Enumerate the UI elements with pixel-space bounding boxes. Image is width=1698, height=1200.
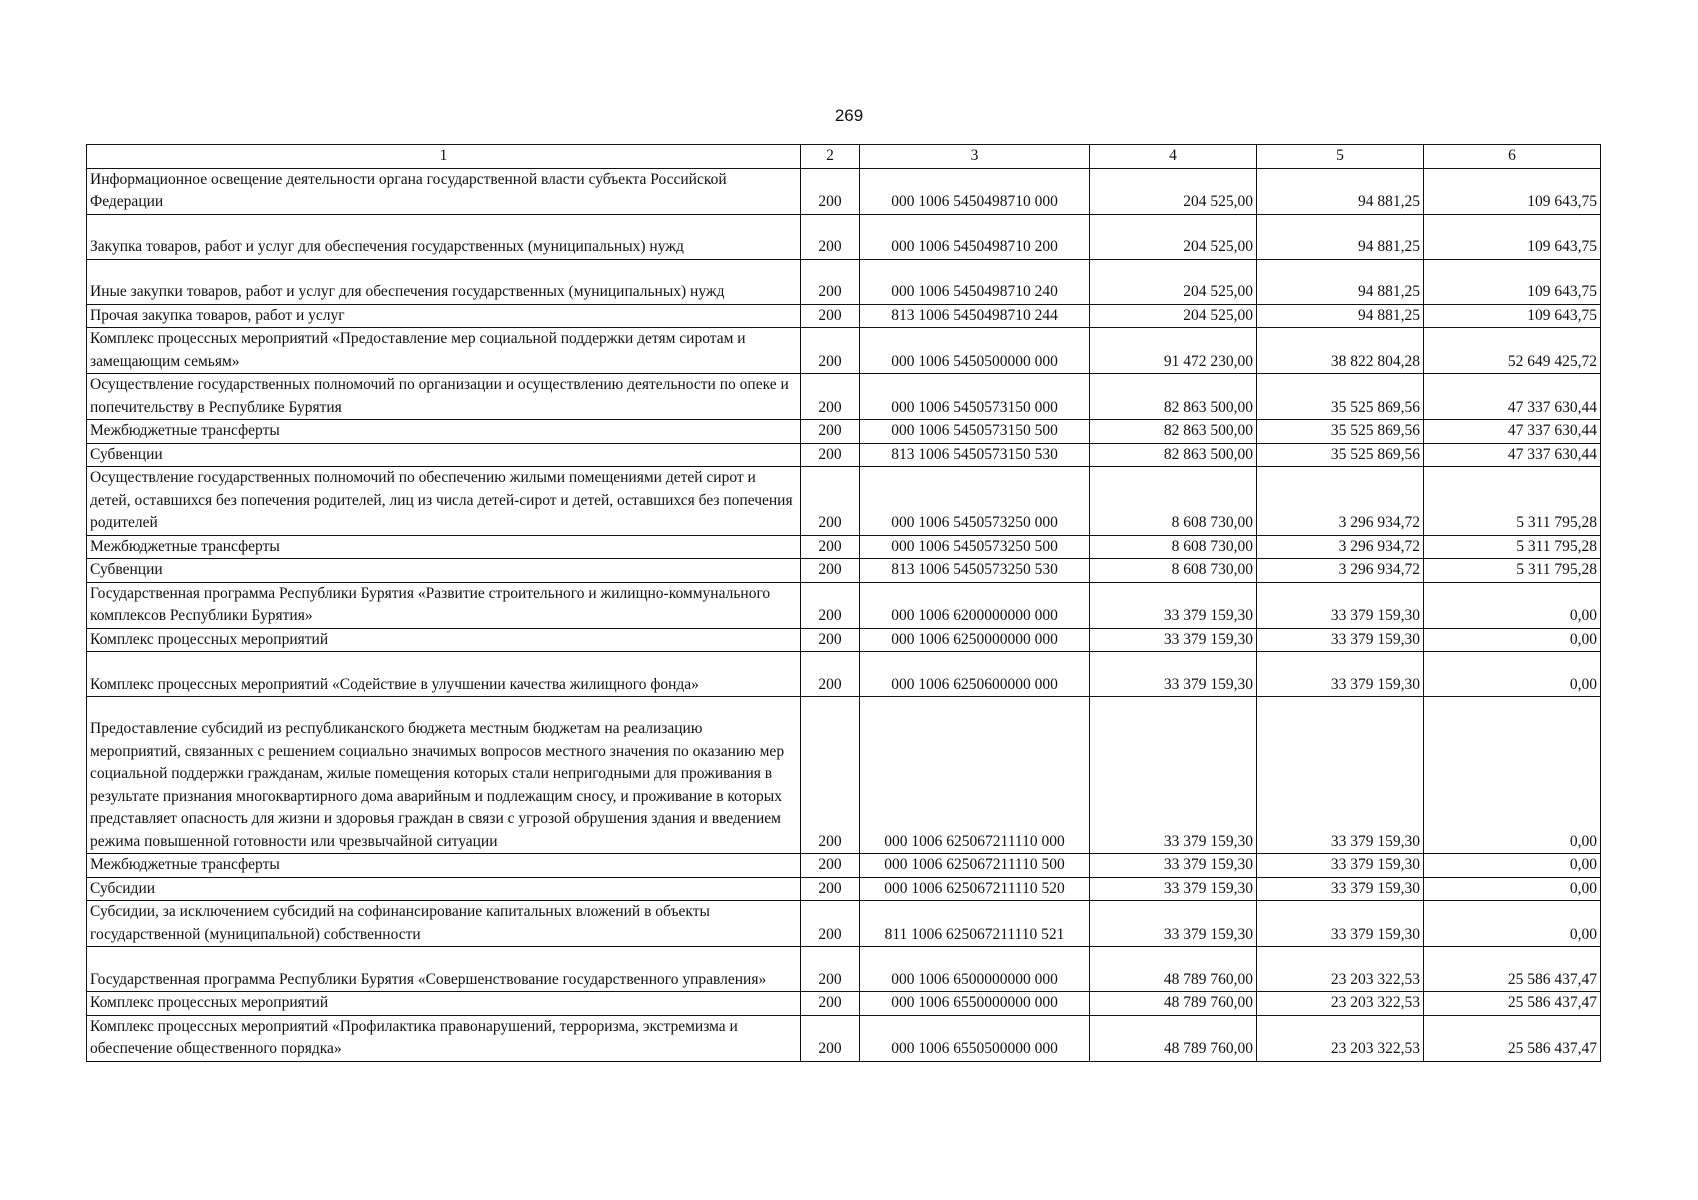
row-value-col5: 38 822 804,28 (1257, 328, 1424, 374)
row-code-cell: 200 (801, 259, 860, 304)
row-kbk-cell: 000 1006 5450573150 000 (860, 374, 1090, 420)
row-name-cell: Межбюджетные трансферты (87, 854, 801, 878)
row-value-col6: 5 311 795,28 (1424, 535, 1601, 559)
row-value-col6: 0,00 (1424, 652, 1601, 697)
row-value-col6: 25 586 437,47 (1424, 1015, 1601, 1061)
row-kbk-cell: 000 1006 6550000000 000 (860, 992, 1090, 1016)
row-value-col5: 23 203 322,53 (1257, 992, 1424, 1016)
row-name-cell: Субвенции (87, 443, 801, 467)
table-body (87, 168, 1601, 1061)
row-name-cell: Комплекс процессных мероприятий «Профилактика правонарушений, терроризма, экстремизма и обеспечение общественного порядка» (87, 1015, 801, 1061)
row-name-cell: Закупка товаров, работ и услуг для обеспечения государственных (муниципальных) нужд (87, 214, 801, 259)
row-name-cell: Субсидии, за исключением субсидий на софинансирование капитальных вложений в объекты государственной (муниципальной) собственности (87, 901, 801, 947)
row-kbk-cell: 000 1006 625067211110 520 (860, 877, 1090, 901)
row-value-col6: 25 586 437,47 (1424, 947, 1601, 992)
row-value-col6: 52 649 425,72 (1424, 328, 1601, 374)
row-name-cell: Комплекс процессных мероприятий (87, 992, 801, 1016)
column-header: 2 (801, 145, 860, 169)
row-code-cell: 200 (801, 328, 860, 374)
row-value-col5: 3 296 934,72 (1257, 559, 1424, 583)
row-code-cell: 200 (801, 877, 860, 901)
row-name-cell: Государственная программа Республики Бурятия «Развитие строительного и жилищно-коммунального комплексов Республики Бурятия» (87, 582, 801, 628)
row-kbk-cell: 000 1006 6250600000 000 (860, 652, 1090, 697)
table-row (87, 304, 1601, 328)
row-kbk-cell: 813 1006 5450573150 530 (860, 443, 1090, 467)
row-value-col5: 33 379 159,30 (1257, 854, 1424, 878)
row-name-cell: Комплекс процессных мероприятий «Предоставление мер социальной поддержки детям сиротам и замещающим семьям» (87, 328, 801, 374)
column-header: 5 (1257, 145, 1424, 169)
row-value-col5: 94 881,25 (1257, 259, 1424, 304)
row-value-col6: 0,00 (1424, 697, 1601, 854)
row-value-col5: 35 525 869,56 (1257, 374, 1424, 420)
row-name-cell: Субвенции (87, 559, 801, 583)
row-value-col5: 3 296 934,72 (1257, 535, 1424, 559)
row-value-col4: 33 379 159,30 (1090, 854, 1257, 878)
row-value-col4: 33 379 159,30 (1090, 901, 1257, 947)
table-row (87, 168, 1601, 214)
table-row (87, 854, 1601, 878)
row-value-col6: 5 311 795,28 (1424, 559, 1601, 583)
row-name-cell: Государственная программа Республики Бурятия «Совершенствование государственного управления» (87, 947, 801, 992)
row-name-cell: Комплекс процессных мероприятий (87, 628, 801, 652)
row-name-cell: Информационное освещение деятельности органа государственной власти субъекта Российской Федерации (87, 168, 801, 214)
row-value-col4: 204 525,00 (1090, 168, 1257, 214)
row-code-cell: 200 (801, 420, 860, 444)
row-code-cell: 200 (801, 168, 860, 214)
row-kbk-cell: 000 1006 5450573250 000 (860, 467, 1090, 536)
row-code-cell: 200 (801, 628, 860, 652)
row-value-col5: 33 379 159,30 (1257, 628, 1424, 652)
row-value-col6: 0,00 (1424, 854, 1601, 878)
table-row (87, 901, 1601, 947)
row-value-col4: 48 789 760,00 (1090, 947, 1257, 992)
column-header: 1 (87, 145, 801, 169)
row-value-col6: 47 337 630,44 (1424, 374, 1601, 420)
row-value-col4: 204 525,00 (1090, 259, 1257, 304)
column-number-row (87, 145, 1601, 169)
row-kbk-cell: 000 1006 6250000000 000 (860, 628, 1090, 652)
row-kbk-cell: 000 1006 625067211110 500 (860, 854, 1090, 878)
row-code-cell: 200 (801, 854, 860, 878)
row-value-col5: 3 296 934,72 (1257, 467, 1424, 536)
table-row (87, 214, 1601, 259)
table-row (87, 992, 1601, 1016)
row-code-cell: 200 (801, 947, 860, 992)
page-number: 269 (834, 106, 864, 125)
row-value-col5: 33 379 159,30 (1257, 877, 1424, 901)
column-header: 4 (1090, 145, 1257, 169)
row-kbk-cell: 000 1006 625067211110 000 (860, 697, 1090, 854)
row-code-cell: 200 (801, 304, 860, 328)
row-code-cell: 200 (801, 992, 860, 1016)
row-value-col4: 204 525,00 (1090, 304, 1257, 328)
table-row (87, 877, 1601, 901)
row-name-cell: Субсидии (87, 877, 801, 901)
table-row (87, 1015, 1601, 1061)
table-row (87, 535, 1601, 559)
column-header: 6 (1424, 145, 1601, 169)
row-name-cell: Прочая закупка товаров, работ и услуг (87, 304, 801, 328)
table-row (87, 259, 1601, 304)
row-value-col6: 0,00 (1424, 901, 1601, 947)
row-kbk-cell: 000 1006 5450498710 000 (860, 168, 1090, 214)
table-row (87, 628, 1601, 652)
table-row (87, 652, 1601, 697)
row-name-cell: Иные закупки товаров, работ и услуг для обеспечения государственных (муниципальных) нужд (87, 259, 801, 304)
row-value-col4: 33 379 159,30 (1090, 582, 1257, 628)
row-name-cell: Межбюджетные трансферты (87, 535, 801, 559)
row-value-col4: 33 379 159,30 (1090, 877, 1257, 901)
row-value-col6: 5 311 795,28 (1424, 467, 1601, 536)
row-value-col6: 109 643,75 (1424, 304, 1601, 328)
row-value-col4: 8 608 730,00 (1090, 559, 1257, 583)
row-value-col5: 33 379 159,30 (1257, 697, 1424, 854)
row-code-cell: 200 (801, 467, 860, 536)
row-kbk-cell: 000 1006 5450573250 500 (860, 535, 1090, 559)
row-value-col4: 82 863 500,00 (1090, 420, 1257, 444)
row-value-col6: 109 643,75 (1424, 259, 1601, 304)
row-value-col6: 109 643,75 (1424, 214, 1601, 259)
row-name-cell: Комплекс процессных мероприятий «Содействие в улучшении качества жилищного фонда» (87, 652, 801, 697)
row-value-col6: 0,00 (1424, 582, 1601, 628)
row-code-cell: 200 (801, 582, 860, 628)
row-code-cell: 200 (801, 443, 860, 467)
table-row (87, 559, 1601, 583)
row-value-col5: 35 525 869,56 (1257, 443, 1424, 467)
row-value-col4: 33 379 159,30 (1090, 628, 1257, 652)
row-value-col6: 0,00 (1424, 877, 1601, 901)
row-code-cell: 200 (801, 901, 860, 947)
table-row (87, 947, 1601, 992)
row-value-col4: 48 789 760,00 (1090, 1015, 1257, 1061)
row-value-col5: 33 379 159,30 (1257, 901, 1424, 947)
row-kbk-cell: 000 1006 5450498710 200 (860, 214, 1090, 259)
row-value-col6: 0,00 (1424, 628, 1601, 652)
row-kbk-cell: 813 1006 5450498710 244 (860, 304, 1090, 328)
row-kbk-cell: 000 1006 5450573150 500 (860, 420, 1090, 444)
table-row (87, 328, 1601, 374)
row-code-cell: 200 (801, 1015, 860, 1061)
row-name-cell: Осуществление государственных полномочий по организации и осуществлению деятельности по опеке и попечительству в Республике Бурятия (87, 374, 801, 420)
row-code-cell: 200 (801, 559, 860, 583)
row-kbk-cell: 000 1006 6550500000 000 (860, 1015, 1090, 1061)
row-value-col4: 82 863 500,00 (1090, 443, 1257, 467)
row-value-col5: 23 203 322,53 (1257, 1015, 1424, 1061)
row-value-col4: 82 863 500,00 (1090, 374, 1257, 420)
row-kbk-cell: 000 1006 6200000000 000 (860, 582, 1090, 628)
row-code-cell: 200 (801, 652, 860, 697)
table-row (87, 467, 1601, 536)
row-value-col5: 94 881,25 (1257, 214, 1424, 259)
row-value-col4: 8 608 730,00 (1090, 535, 1257, 559)
row-value-col4: 8 608 730,00 (1090, 467, 1257, 536)
row-value-col5: 94 881,25 (1257, 304, 1424, 328)
row-value-col6: 47 337 630,44 (1424, 443, 1601, 467)
row-name-cell: Предоставление субсидий из республиканского бюджета местным бюджетам на реализацию мероприятий, связанных с решением социально значимых вопросов местного значения по оказанию мер социальной поддержки гражданам, жилые помещения которых стали непригодными для проживания в результате признания многоквартирного дома аварийным и подлежащим сносу, и проживание в которых представляет опасность для жизни и здоровья граждан в связи с угрозой обрушения здания и введением режима повышенной готовности или чрезвычайной ситуации (87, 697, 801, 854)
row-value-col4: 204 525,00 (1090, 214, 1257, 259)
row-kbk-cell: 000 1006 5450498710 240 (860, 259, 1090, 304)
budget-table (86, 144, 1601, 1062)
row-kbk-cell: 813 1006 5450573250 530 (860, 559, 1090, 583)
row-code-cell: 200 (801, 214, 860, 259)
row-kbk-cell: 811 1006 625067211110 521 (860, 901, 1090, 947)
row-value-col6: 47 337 630,44 (1424, 420, 1601, 444)
row-kbk-cell: 000 1006 6500000000 000 (860, 947, 1090, 992)
row-name-cell: Межбюджетные трансферты (87, 420, 801, 444)
table-row (87, 420, 1601, 444)
row-value-col5: 33 379 159,30 (1257, 652, 1424, 697)
table-row (87, 374, 1601, 420)
row-name-cell: Осуществление государственных полномочий по обеспечению жилыми помещениями детей сирот и детей, оставшихся без попечения родителей, лиц из числа детей-сирот и детей, оставшихся без попечения родителей (87, 467, 801, 536)
row-value-col5: 35 525 869,56 (1257, 420, 1424, 444)
row-value-col5: 94 881,25 (1257, 168, 1424, 214)
row-value-col4: 91 472 230,00 (1090, 328, 1257, 374)
row-value-col4: 33 379 159,30 (1090, 652, 1257, 697)
row-value-col5: 33 379 159,30 (1257, 582, 1424, 628)
row-value-col5: 23 203 322,53 (1257, 947, 1424, 992)
table-row (87, 443, 1601, 467)
row-value-col4: 48 789 760,00 (1090, 992, 1257, 1016)
table-row (87, 697, 1601, 854)
row-value-col6: 25 586 437,47 (1424, 992, 1601, 1016)
row-value-col6: 109 643,75 (1424, 168, 1601, 214)
row-kbk-cell: 000 1006 5450500000 000 (860, 328, 1090, 374)
row-code-cell: 200 (801, 374, 860, 420)
row-code-cell: 200 (801, 535, 860, 559)
column-header: 3 (860, 145, 1090, 169)
row-code-cell: 200 (801, 697, 860, 854)
row-value-col4: 33 379 159,30 (1090, 697, 1257, 854)
table-row (87, 582, 1601, 628)
